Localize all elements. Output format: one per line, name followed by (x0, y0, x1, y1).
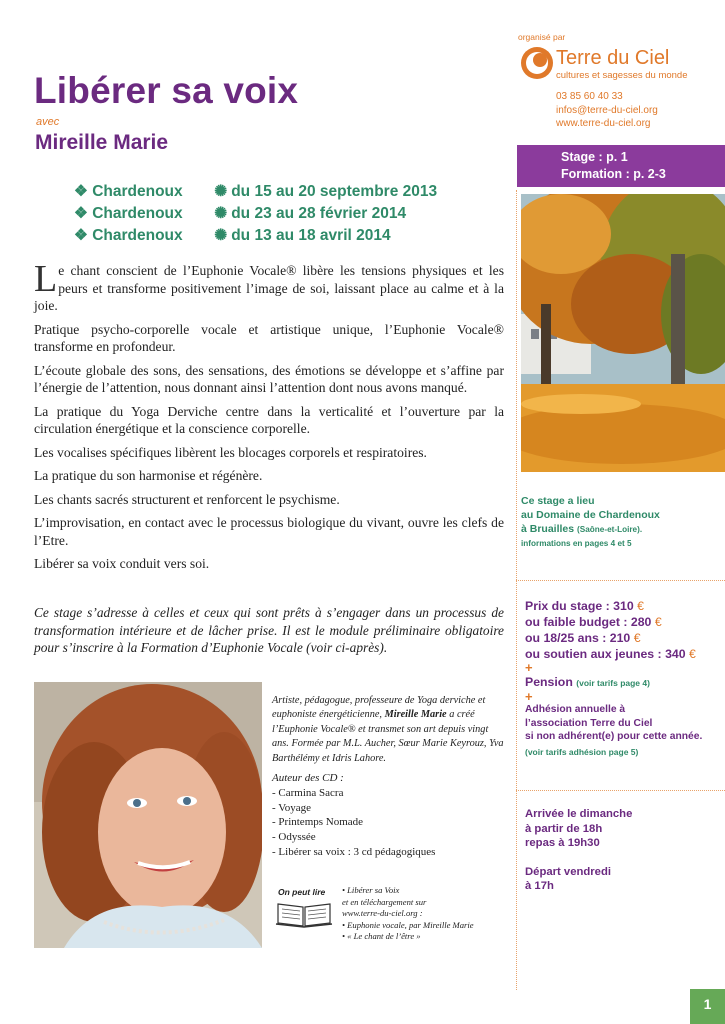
price-support: ou soutien aux jeunes : 340 (525, 647, 686, 661)
date-place: Chardenoux (92, 205, 183, 222)
arrival-line: Arrivée le dimanche (525, 808, 633, 820)
avec-label: avec (36, 116, 60, 128)
sun-icon: ✺ (214, 205, 228, 222)
bio-text-before: Artiste, pédagogue, professeure de Yoga derviche et euphoniste énergéticienne, (272, 695, 486, 721)
cd-item: - Printemps Nomade (272, 816, 364, 829)
reading-list (342, 885, 512, 943)
bio-text-after: a créé l’Euphonie Vocale® et transmet son art depuis vingt ans. Formée par M.L. Aucher, Sœur Marie Keyrouz, Yva Barthélémy et Idris Lahore. (272, 709, 504, 764)
paragraph: Les chants sacrés structurent et renforcent le psychisme. (34, 491, 340, 507)
date-place: Chardenoux (92, 183, 183, 200)
pension-note: (voir tarifs page 4) (576, 678, 650, 688)
page-index-box (517, 145, 725, 187)
reading-label: On peut lire (278, 887, 326, 897)
pricing (525, 598, 725, 760)
paragraph: Libérer sa voix conduit vers soi. (34, 556, 210, 571)
paragraph: Pratique psycho-corporelle vocale et artistique unique, l’Euphonie Vocale® transforme en profondeur. (34, 321, 504, 354)
date-period: du 23 au 28 février 2014 (231, 205, 407, 222)
session-dates (74, 181, 437, 247)
adhesion-line: si non adhérent(e) pour cette année. (525, 731, 703, 742)
date-period: du 13 au 18 avril 2014 (231, 227, 391, 244)
portrait-image (34, 682, 262, 948)
departure-line: Départ vendredi (525, 865, 612, 878)
author-name: Mireille Marie (35, 131, 169, 154)
page-number: 1 (690, 989, 725, 1024)
cd-item: - Libérer sa voix : 3 cd pédagogiques (272, 845, 436, 858)
date-line: ❖ Chardenoux ✺ du 15 au 20 septembre 2013 (74, 181, 437, 203)
page-title: Libérer sa voix (34, 70, 299, 111)
schedule (525, 807, 720, 894)
paragraph: L’écoute globale des sons, des sensations, des émotions se développe et s’affine par l’énergie de l’attention, nous donnant ainsi l’attention dont nous avons manqué. (34, 362, 504, 395)
drop-cap: L (34, 258, 58, 300)
paragraph: La pratique du Yoga Derviche centre dans la verticalité et l’ouverture par la circulation énergétique et la conscience corporelle. (34, 403, 504, 436)
reading-item: • Libérer sa Voix (342, 885, 400, 895)
cd-item: - Odyssée (272, 831, 316, 844)
price-low: ou faible budget : 280 (525, 615, 652, 629)
euro-sign: € (637, 599, 644, 613)
description (34, 258, 504, 579)
organizer-tagline: cultures et sagesses du monde (556, 70, 688, 81)
cd-list (272, 771, 506, 860)
column-divider (516, 190, 517, 990)
sun-icon: ✺ (214, 183, 228, 200)
reading-item: • Euphonie vocale, par Mireille Marie (342, 919, 474, 930)
sun-icon: ✺ (214, 227, 228, 244)
pension-label: Pension (525, 675, 573, 689)
date-line: ❖ Chardenoux ✺ du 13 au 18 avril 2014 (74, 225, 437, 247)
date-place: Chardenoux (92, 227, 183, 244)
author-bio (272, 694, 506, 770)
phone-number[interactable]: 03 85 60 40 33 (556, 91, 623, 102)
location-line: au Domaine de Chardenoux (521, 509, 660, 521)
adhesion-line: Adhésion annuelle à (525, 704, 626, 715)
arrival-line: à partir de 18h (525, 822, 603, 835)
date-line: ❖ Chardenoux ✺ du 23 au 28 février 2014 (74, 203, 437, 225)
paragraph (34, 258, 504, 315)
adhesion-line: l’association Terre du Ciel (525, 717, 653, 729)
organizer-name: Terre du Ciel (556, 47, 670, 69)
reading-item: • « Le chant de l’être » (342, 931, 421, 941)
euro-sign: € (633, 631, 641, 645)
price-line (525, 630, 725, 646)
price-line (525, 614, 725, 630)
price-stage: Prix du stage : 310 (525, 599, 634, 613)
price-youth: ou 18/25 ans : 210 (525, 631, 631, 645)
paragraph-text: e chant conscient de l’Euphonie Vocale® libère les tensions physiques et les peurs et transforme positivement l’image de soi, laissant place au calme et à la joie. (34, 263, 504, 313)
location-ref: informations en pages 4 et 5 (521, 539, 632, 548)
divider (516, 790, 725, 791)
paragraph: L’improvisation, en contact avec le processus biologique du vivant, ouvre les clefs de l’Etre. (34, 515, 504, 548)
plus-sign: + (525, 660, 533, 675)
arrival-line: repas à 19h30 (525, 837, 600, 849)
location-info (521, 494, 725, 551)
euro-sign: € (689, 647, 696, 661)
audience-note: Ce stage s’adresse à celles et ceux qui sont prêts à s’engager dans un processus de transformation intérieure et de lâcher prise. Il est le module préliminaire obligatoire pour s’inscrire à la Formation d’Euphonie Vocale (voir ci-après). (34, 605, 504, 655)
location-line: Ce stage a lieu (521, 495, 595, 507)
email-link[interactable]: infos@terre-du-ciel.org (556, 104, 658, 116)
tree-image (521, 194, 725, 472)
euro-sign: € (654, 615, 662, 629)
website-link[interactable]: www.terre-du-ciel.org (556, 118, 651, 129)
formation-page-ref: Formation : p. 2-3 (561, 167, 666, 181)
bio-text (272, 694, 506, 766)
organizer-contact (556, 90, 658, 131)
divider (516, 580, 725, 581)
autumn-tree-photo (521, 194, 725, 472)
location-line (521, 522, 725, 537)
reading-link[interactable]: www.terre-du-ciel.org : (342, 908, 423, 918)
date-period: du 15 au 20 septembre 2013 (231, 183, 438, 200)
location-town: à Bruailles (521, 523, 575, 535)
cd-item: - Carmina Sacra (272, 786, 344, 799)
book-icon (274, 898, 334, 928)
stage-page-ref: Stage : p. 1 (561, 150, 628, 164)
organizer-label: organisé par (518, 32, 566, 42)
price-line (525, 646, 725, 662)
bio-name: Mireille Marie (384, 709, 447, 721)
cd-item: - Voyage (272, 801, 312, 814)
location-region: (Saône-et-Loire). (577, 525, 643, 534)
paragraph: Les vocalises spécifiques libèrent les blocages corporels et respiratoires. (34, 444, 427, 460)
paragraph: La pratique du son harmonise et régénère. (34, 468, 263, 483)
price-line (525, 598, 725, 614)
pension-line (525, 674, 725, 691)
portrait-photo (34, 682, 262, 948)
plus-sign: + (525, 689, 533, 704)
adhesion-note: (voir tarifs adhésion page 5) (525, 746, 639, 757)
terre-du-ciel-logo-icon (520, 46, 554, 80)
reading-item: et en téléchargement sur (342, 896, 427, 907)
cd-list-title: Auteur des CD : (272, 772, 344, 784)
departure-line: à 17h (525, 880, 554, 892)
